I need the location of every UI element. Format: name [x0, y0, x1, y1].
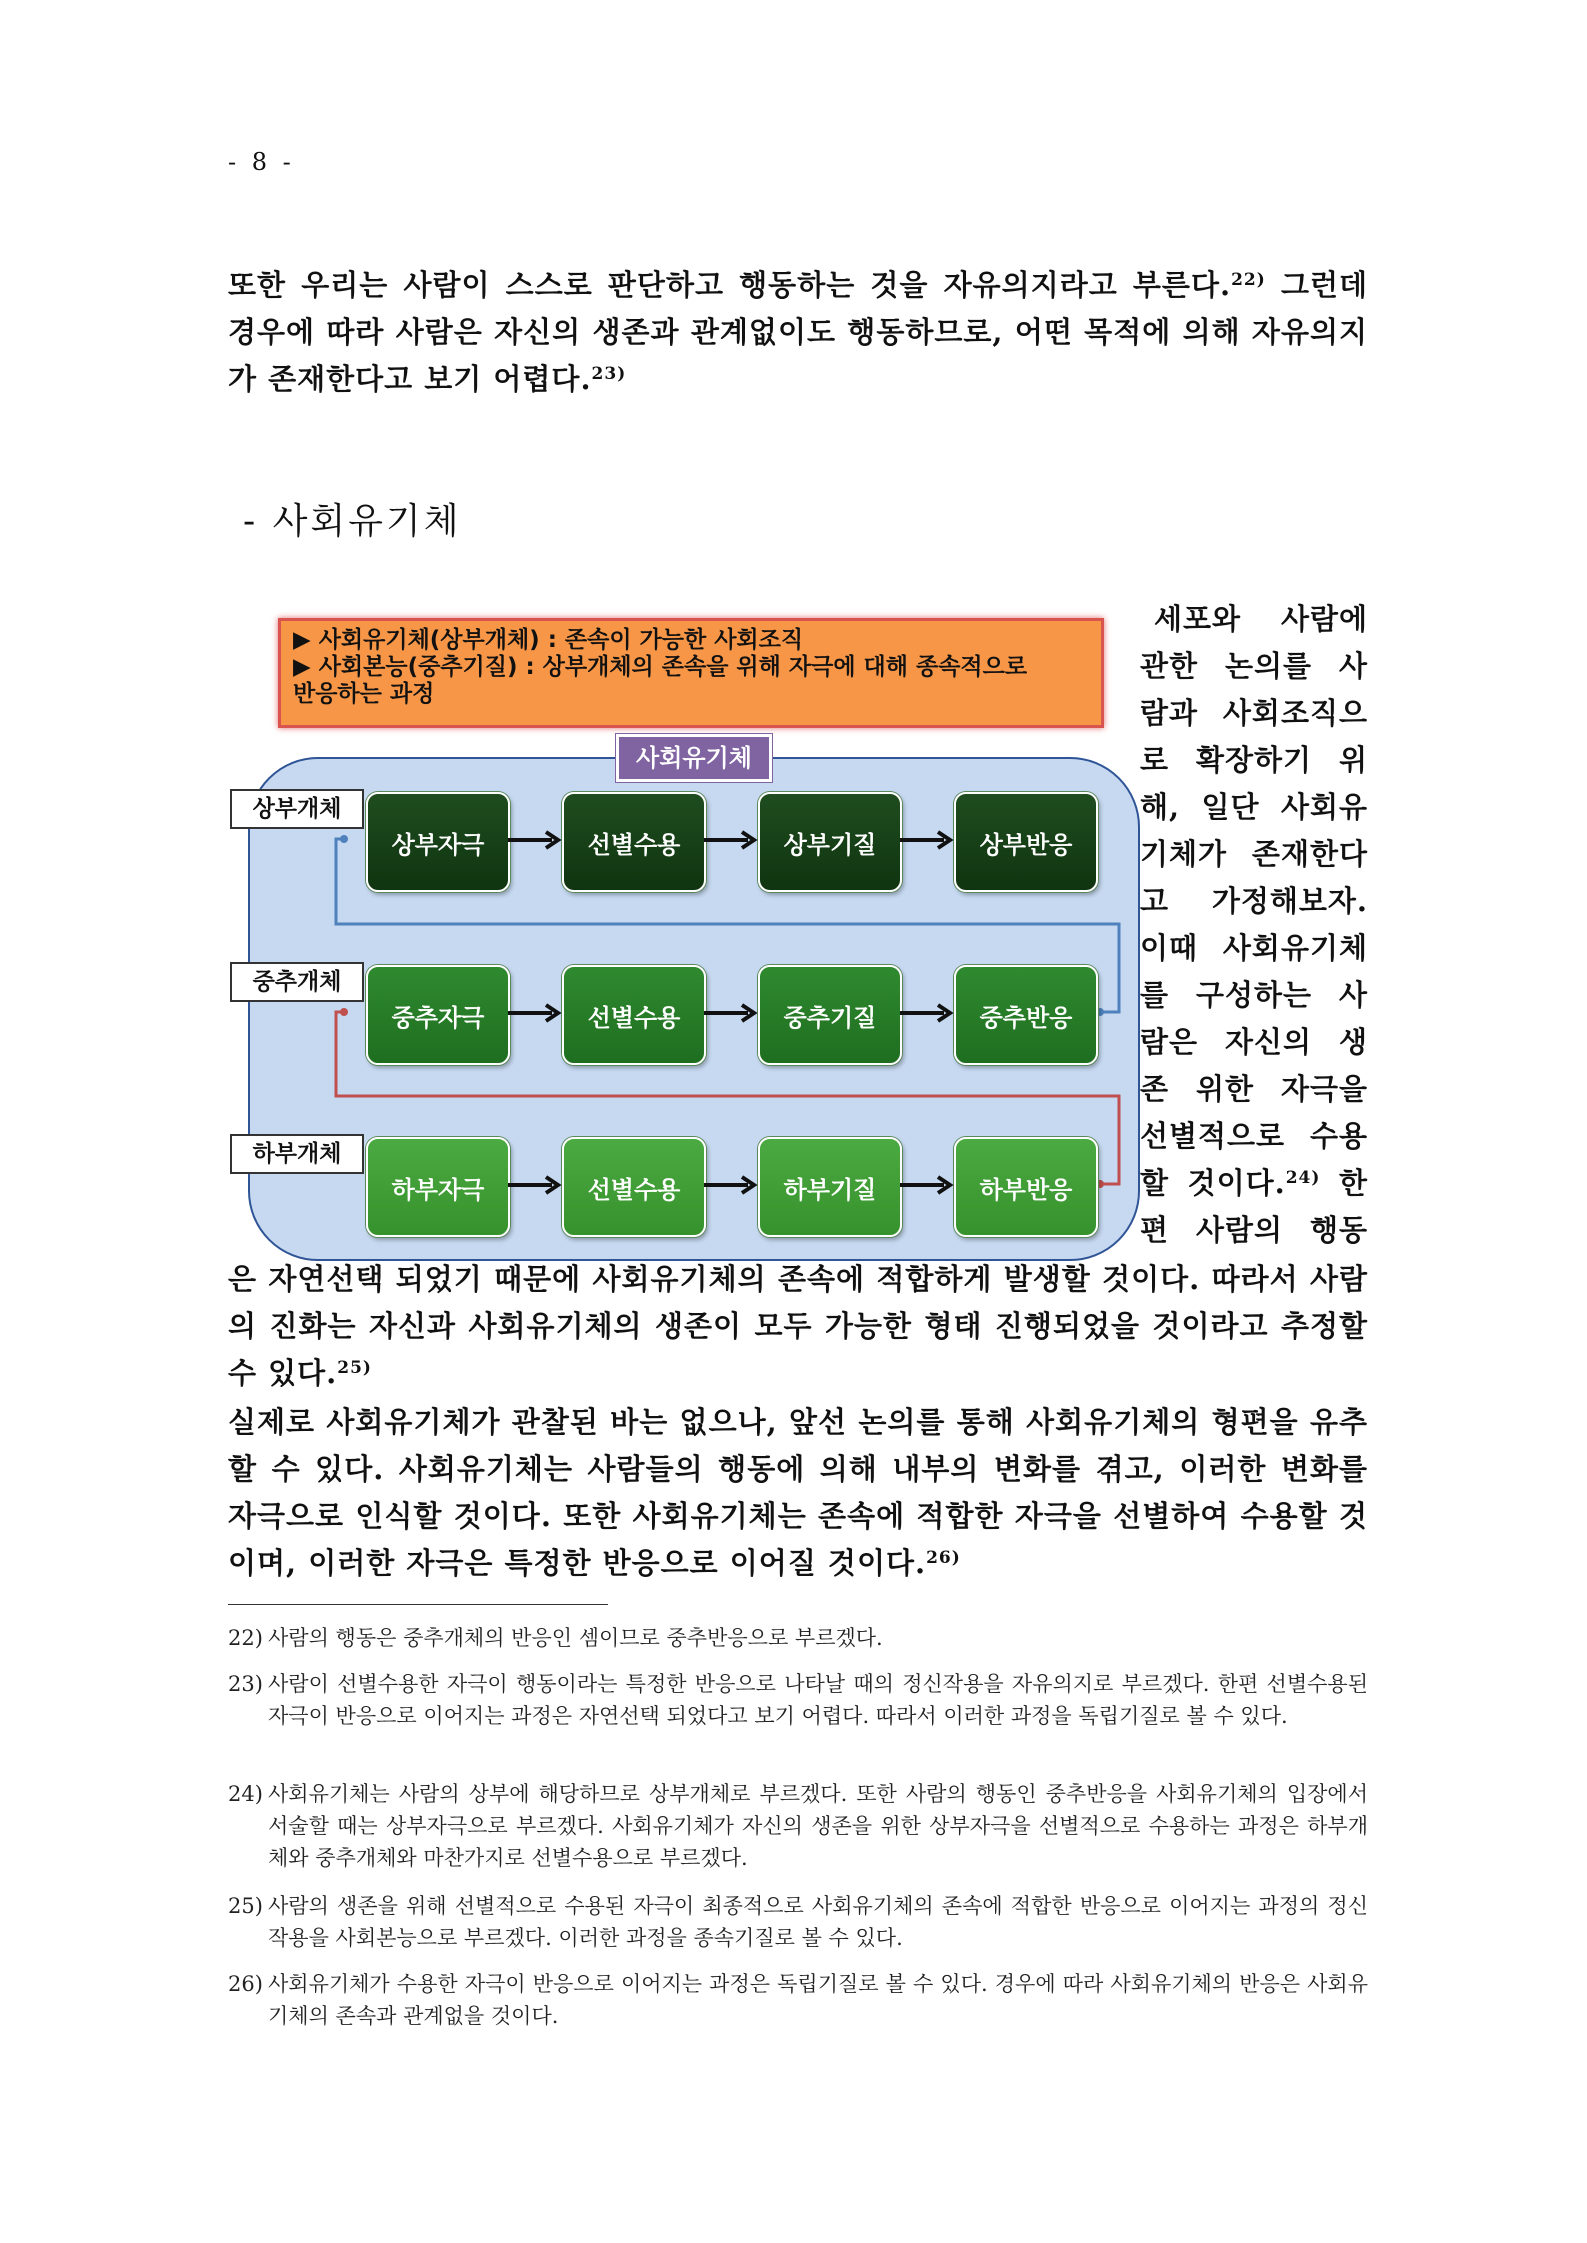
footnote-text: 사람의 행동은 중추개체의 반응인 셈이므로 중추반응으로 부르겠다. [268, 1626, 883, 1650]
footnote-ref-23[interactable]: 23) [591, 364, 627, 384]
paragraph-text: 또한 우리는 사람이 스스로 판단하고 행동하는 것을 자유의지라고 부른다. [228, 268, 1232, 302]
side-text-line: 관한 논의를 사 [1140, 649, 1368, 683]
arrow-right-icon [704, 1175, 760, 1195]
row-label-central: 중추개체 [230, 962, 364, 1002]
footnote-number: 23) [228, 1672, 263, 1696]
side-text-line: 고 가정해보자. [1140, 884, 1368, 918]
side-text-line: 기체가 존재한다 [1140, 837, 1368, 871]
side-text-column [1140, 596, 1368, 1254]
side-text-line: 존 위한 자극을 [1140, 1072, 1368, 1106]
row-label-upper: 상부개체 [230, 789, 364, 829]
blue-wire-start [340, 835, 348, 843]
paragraph-text: 은 자연선택 되었기 때문에 사회유기체의 존속에 적합하게 발생할 것이다. 따라서 사람의 진화는 자신과 사회유기체의 생존이 모두 가능한 형태 진행되었을 것이라고 추정할 수 있다. [228, 1262, 1368, 1390]
paragraph-text: 그런데 경우에 따라 사람은 자신의 생존과 관계없이도 행동하므로, 어떤 목적에 의해 자유의지가 존재한다고 보기 어렵다. [228, 268, 1368, 396]
arrow-right-icon [508, 1175, 564, 1195]
footnote-ref-25[interactable]: 25) [337, 1358, 372, 1378]
definition-line: ▶ 사회유기체(상부개체) : 존속이 가능한 사회조직 [293, 627, 804, 653]
side-text-line: 해, 일단 사회유 [1140, 790, 1368, 824]
footnote-ref-26[interactable]: 26) [926, 1548, 961, 1568]
arrow-right-icon [704, 1003, 760, 1023]
footnote-24 [228, 1778, 1368, 1874]
node-lower-stimulus: 하부자극 [366, 1137, 510, 1237]
footnote-number: 24) [228, 1782, 263, 1806]
paragraph-free-will [228, 262, 1368, 403]
node-central-temperament: 중추기질 [758, 965, 902, 1065]
footnote-23 [228, 1668, 1368, 1732]
node-central-response: 중추반응 [954, 965, 1098, 1065]
arrow-right-icon [508, 830, 564, 850]
paragraph-social-organism [228, 1399, 1368, 1587]
footnote-number: 25) [228, 1894, 263, 1918]
node-lower-response: 하부반응 [954, 1137, 1098, 1237]
side-text-line: 를 구성하는 사 [1140, 978, 1368, 1012]
node-upper-response: 상부반응 [954, 792, 1098, 892]
side-text-line: 람과 사회조직으 [1140, 696, 1368, 730]
node-upper-stimulus: 상부자극 [366, 792, 510, 892]
page-number: - 8 - [228, 148, 295, 176]
arrow-right-icon [508, 1003, 564, 1023]
social-organism-diagram [228, 612, 1140, 1262]
arrow-right-icon [900, 1003, 956, 1023]
container-title: 사회유기체 [616, 734, 772, 782]
side-text-line [1140, 1160, 1368, 1207]
side-text-line: 이때 사회유기체 [1140, 931, 1368, 965]
arrow-right-icon [900, 1175, 956, 1195]
side-text-fragment: 한 [1320, 1166, 1368, 1200]
footnote-26 [228, 1968, 1368, 2032]
side-text-fragment: 할 것이다. [1140, 1166, 1286, 1200]
side-text-line: 편 사람의 행동 [1140, 1213, 1368, 1247]
definition-line: ▶ 사회본능(중추기질) : 상부개체의 존속을 위해 자극에 대해 종속적으로 [293, 654, 1028, 680]
row-label-lower: 하부개체 [230, 1134, 364, 1174]
footnote-22 [228, 1622, 1368, 1654]
footnote-text: 사회유기체가 수용한 자극이 반응으로 이어지는 과정은 독립기질로 볼 수 있다. 경우에 따라 사회유기체의 반응은 사회유기체의 존속과 관계없을 것이다. [268, 1972, 1368, 2028]
side-text-line: 람은 자신의 생 [1140, 1025, 1368, 1059]
node-upper-temperament: 상부기질 [758, 792, 902, 892]
node-central-stimulus: 중추자극 [366, 965, 510, 1065]
footnote-text: 사람이 선별수용한 자극이 행동이라는 특정한 반응으로 나타날 때의 정신작용을 자유의지로 부르겠다. 한편 선별수용된 자극이 반응으로 이어지는 과정은 자연선택 되었다고 보기 어렵다. 따라서 이러한 과정을 독립기질로 볼 수 있다. [268, 1672, 1368, 1728]
side-text-line: 세포와 사람에 [1154, 602, 1368, 636]
footnote-ref-22[interactable]: 22) [1231, 270, 1266, 290]
paragraph-text: 실제로 사회유기체가 관찰된 바는 없으나, 앞선 논의를 통해 사회유기체의 형편을 유추할 수 있다. 사회유기체는 사람들의 행동에 의해 내부의 변화를 겪고, 이러한 변화를 자극으로 인식할 것이다. 또한 사회유기체는 존속에 적합한 자극을 선별하여 수용할 것이며, 이러한 자극은 특정한 반응으로 이어질 것이다. [228, 1405, 1368, 1580]
node-lower-temperament: 하부기질 [758, 1137, 902, 1237]
red-wire-start [340, 1008, 348, 1016]
section-heading: - 사회유기체 [243, 501, 462, 542]
footnote-number: 26) [228, 1972, 263, 1996]
arrow-right-icon [704, 830, 760, 850]
paragraph-evolution [228, 1256, 1368, 1397]
side-text-line: 로 확장하기 위 [1140, 743, 1368, 777]
footnote-ref-24[interactable]: 24) [1285, 1168, 1321, 1188]
side-text-line: 선별적으로 수용 [1140, 1119, 1368, 1153]
footnote-text: 사회유기체는 사람의 상부에 해당하므로 상부개체로 부르겠다. 또한 사람의 행동인 중추반응을 사회유기체의 입장에서 서술할 때는 상부자극으로 부르겠다. 사회유기체가 자신의 생존을 위한 상부자극을 선별적으로 수용하는 과정은 하부개체와 중추개체와 마찬가지로 선별수용으로 부르겠다. [268, 1782, 1368, 1870]
arrow-right-icon [900, 830, 956, 850]
definition-line: 반응하는 과정 [293, 681, 435, 707]
node-lower-selection: 선별수용 [562, 1137, 706, 1237]
footnote-25 [228, 1890, 1368, 1954]
footnote-number: 22) [228, 1626, 263, 1650]
footnote-divider [228, 1604, 608, 1605]
node-upper-selection: 선별수용 [562, 792, 706, 892]
footnote-text: 사람의 생존을 위해 선별적으로 수용된 자극이 최종적으로 사회유기체의 존속에 적합한 반응으로 이어지는 과정의 정신작용을 사회본능으로 부르겠다. 이러한 과정을 종속기질로 볼 수 있다. [268, 1894, 1368, 1950]
node-central-selection: 선별수용 [562, 965, 706, 1065]
